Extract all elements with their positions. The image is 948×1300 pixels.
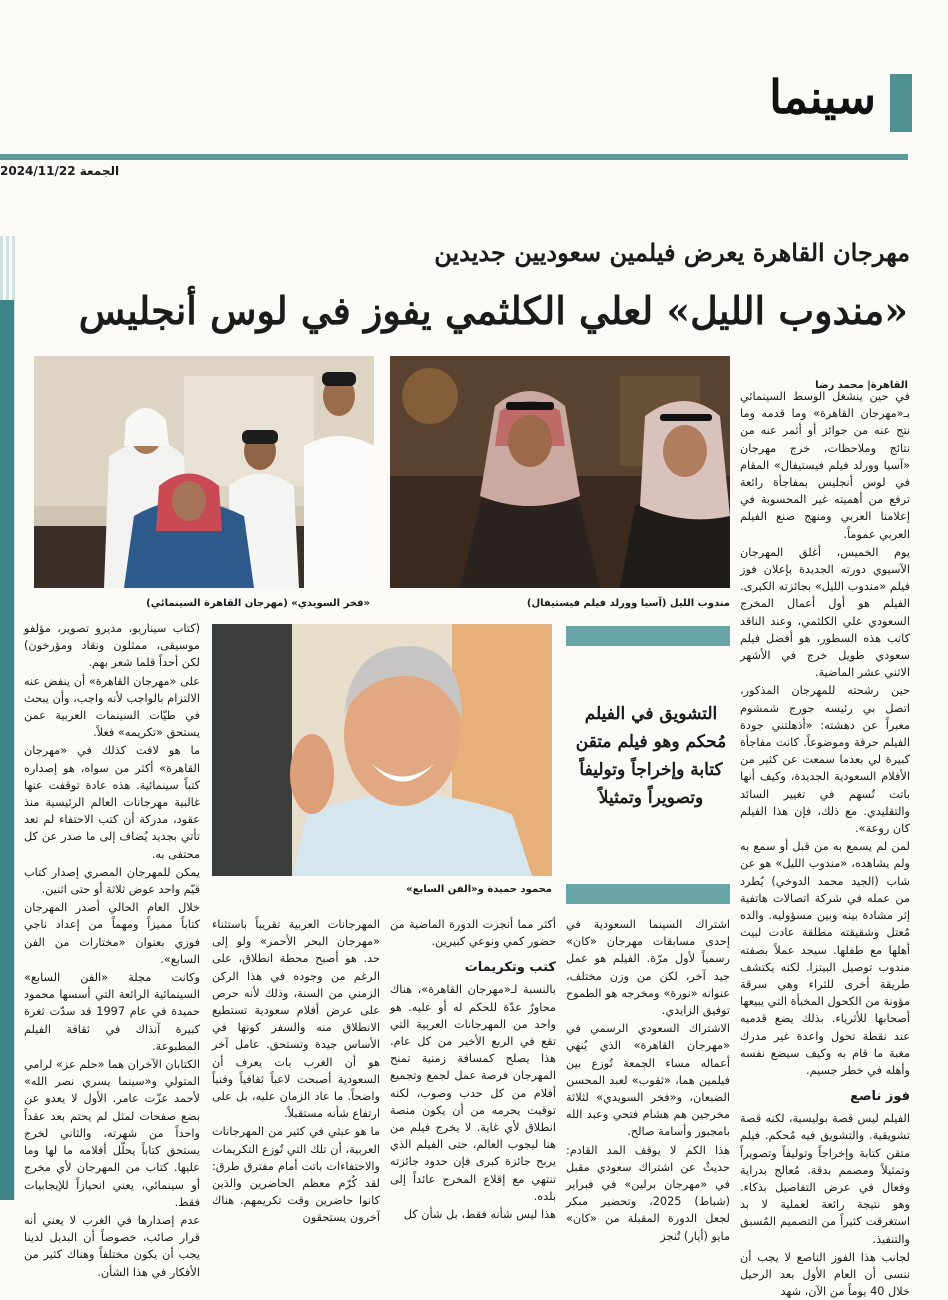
paragraph: على «مهرجان القاهرة» أن ينفض عنه الالتزام بالواجب لأنه واجب، وأن يبحث في طيّات السينمات العربية عمن يستحق «تكريمه» فعلاً. — [24, 674, 200, 740]
paragraph: حين رشحته للمهرجان المذكور، اتصل بي رئيسه جورج شمشوم معبراً عن دهشته: «أذهلتني جودة الفيلم حرفة وموضوعاً. كانت مفاجأة كبيرة لي بعدما سمعت عن كثير من الأفلام السعودية الجديدة، وكيف أنها باتت تُسهم في تغيير السائد والتقليدي. مع ذلك، فإن هذا الفيلم كان روعة». — [740, 684, 910, 836]
paragraph: لمن لم يسمع به من قبل أو سمع به ولم يشاهده، «مندوب الليل» هو عن شاب (الجيد محمد الدوخي) يُطرد من عمله في شركة اتصالات هاتفية إثر مشادة بينه وبين مسؤوليه. والده مُعتل وشقيقته مطلقة عادت لبيت أهلها مع طفلها. سيجد عملاً بصفته مندوب توصيل البيتزا. لكنه يكتشف طريقة أخرى للثراء وهي سرقة مؤونة من الكحول المخبأة التي يبيعها أصحابها للأثرياء. بذلك يضع قدميه عند نقطة تحول واعدة غير مدرك مغبة ما قام به وكيف سيضع نفسه وأهله في خطر جسيم. — [740, 840, 910, 1077]
paragraph: عدم إصدارها في الغرب لا يعني أنه قرار صائب، خصوصاً أن البديل لدينا يجب أن يكون مختلفاً وهناك كثير من الأفكار في هذا الشأن. — [24, 1213, 200, 1279]
pull-quote-bottom-band — [566, 884, 730, 904]
photo-night-courier — [390, 356, 730, 588]
photo-fakhr-alsuwaidi — [34, 356, 374, 588]
paragraph: الكتابان الآخران هما «حلم عز» لرامي المتولي و«سينما يسري نصر الله» لأحمد عزّت عامر. الأول لا يعدو عن بضع صفحات لمثل لم يحتم بعد عقداً واحداً من شهرته، والثاني لخرج يستحق كتاباً يحلّل أفلامه ما لها وما عليها. كتاب من المهرجان لأي مخرج أو سينمائي، يعني انحيازاً للإيجابيات فقط. — [24, 1058, 200, 1209]
article-column-5 — [24, 620, 200, 1279]
paragraph: في حين ينشغل الوسط السينمائي بـ«مهرجان القاهرة» وما قدمه وما نتج عنه من جوائز أو أثمر عنه من نتائج وملاحظات، خرج مهرجان «آسيا وورلد فيلم فيستيفال» المقام في لوس أنجليس بمفاجأة رائعة ترفع من أهميته غير المحسوبة في إعلامنا العربي ومنهج صنع الفيلم العربي عموماً. — [740, 390, 910, 541]
paragraph: يوم الخميس، أغلق المهرجان الآسيوي دورته الجديدة بإعلان فوز فيلم «مندوب الليل» بجائزته الكبرى. الفيلم هو أول أعمال المخرج السعودي علي الكلثمي، وعند الناقد كاتب هذه السطور، هو أفضل فيلم سعودي طويل خرج في الأشهر الاثني عشر الماضية. — [740, 545, 910, 680]
article-column-1 — [740, 388, 910, 1299]
paragraph: هذا ليس شأنه فقط، بل شأن كل — [403, 1208, 556, 1222]
article-column-2 — [566, 916, 730, 1243]
article-kicker: مهرجان القاهرة يعرض فيلمين سعوديين جديدين — [434, 238, 910, 267]
pull-quote: التشويق في الفيلم مُحكم وهو فيلم متقن كتابة وإخراجاً وتوليفاً وتصويراً وتمثيلاً — [575, 704, 727, 808]
paragraph: المهرجانات العربية تقريباً باستثناء «مهرجان البحر الأحمر» ولو إلى حد. هو أصبح محطة انطلاق، على الرغم من وجوده في هذا الركن الزمني من السنة، وذلك لأنه حرص على عرض أفلام سعودية تستطيع الانطلاق منه والسفر كونها في الأساس جيدة وتستحق. عامل آخر هو أن الغرب بات يعرف أن السعودية أصبحت لاعباً ثقافياً وفنياً واضحاً. ما عاد الزمان عليه، بل على ارتفاع شأنه مستقبلاً. — [212, 918, 380, 1121]
section-title: سينما — [769, 70, 876, 124]
header-rule — [0, 154, 908, 160]
paragraph: خلال العام الحالي أصدر المهرجان كتاباً مميزاً ومهماً من إعداد ناجي فوزي بعنوان «مختارات من الفن السابع». — [24, 901, 200, 966]
paragraph: الاشتراك السعودي الرسمي في «مهرجان القاهرة» الذي يُنهي أعماله مساء الجمعة تُوزع بين فيلمين هما، «ثقوب» لعبد المحسن الضبعان، و«فخر السويدي» لثلاثة مخرجين هم هشام فتحي وعبد الله بامجبور وأسامة صالح. — [566, 1022, 730, 1139]
pull-quote-top-band — [566, 626, 730, 646]
article-column-4 — [212, 916, 380, 1225]
subheading: فوز ناصع — [850, 1089, 910, 1105]
paragraph: أكثر مما أنجزت الدورة الماضية من حضور كمي ونوعي كبيرين. — [390, 918, 556, 949]
paragraph: (كتاب سيناريو، مديرو تصوير، مؤلفو موسيقى، ممثلون ونقاد ومؤرخون) لكن أحداً قلما شعر بهم. — [24, 622, 200, 670]
photo-mahmoud-hemida — [212, 624, 552, 876]
left-margin-bar — [0, 300, 14, 1200]
issue-date: الجمعة 2024/11/22 — [0, 164, 120, 178]
paragraph: يمكن للمهرجان المصري إصدار كتاب قيّم واحد عوض ثلاثة أو حتى اثنين. — [24, 865, 200, 897]
paragraph: اشتراك السينما السعودية في إحدى مسابقات مهرجان «كان» رسمياً لأول مرّة. الفيلم هو عمل جيد آخر، لكن من وزن مختلف، عنوانه «نورة» ومخرجه هو الطموح توفيق الزايدي. — [566, 918, 730, 1018]
paragraph: الفيلم ليس قصة بوليسية، لكنه قصة تشويقية. والتشويق فيه مُحكم. فيلم متقن كتابة وإخراجاً وتوليفاً وتصويراً وتمثيلاً ومصمم بدقة. مُعالج بدراية وفعال في عرض التفاصيل بذكاء. وهو نتيجة رائعة لعملية لا بد استغرقت كثيراً من التصميم المُسبق والتنفيذ. — [740, 1112, 910, 1246]
photo-caption-3: محمود حميدة و«الفن السابع» — [406, 884, 552, 895]
article-column-3 — [390, 916, 556, 1222]
photo-caption-1: مندوب الليل (آسيا وورلد فيلم فيستيفال) — [526, 598, 730, 609]
section-accent-bar — [890, 74, 912, 132]
subheading: كتب وتكريمات — [464, 960, 556, 976]
photo-caption-2: «فخر السويدي» (مهرجان القاهرة السينمائي) — [146, 598, 370, 609]
article-byline: القاهرة| محمد رضا — [815, 380, 908, 391]
paragraph: ما هو لافت كذلك في «مهرجان القاهرة» أكثر من سواه، هو إصداره كتباً سينمائية. هذه عادة توقفت عنها غالبية مهرجانات العالم الرئيسية منذ عقود، مدركة أن كتب الاحتفاء لم تعد تأتي بجديد يُضاف إلى ما صدر عن كل محتفى به. — [24, 744, 200, 861]
paragraph: ما هو عبثي في كثير من المهرجانات العربية، أن تلك التي تُوزع التكريمات والاحتفاءات باتت أمام مفترق طرق: لقد كُرّم معظم الحاضرين والذين كانوا حاضرين وقت تكريمهم. هناك آخرون يستحقون — [212, 1125, 380, 1225]
paragraph: وكانت مجلة «الفن السابع» السينمائية الرائعة التي أسسها محمود حميدة في عام 1997 قد سدّت ثغرة كبيرة آنذاك في ثقافة الفيلم المطبوعة. — [24, 971, 200, 1053]
article-headline: «مندوب الليل» لعلي الكلثمي يفوز في لوس أنجليس — [78, 288, 908, 333]
paragraph: هذا الكم لا يوقف المد القادم: حديثٌ عن اشتراك سعودي مقبل في «مهرجان برلين» في فبراير (شباط) 2025، وتحضير مبكر لجعل الدورة المقبلة من «كان» مايو (أيار) تُنجز — [566, 1143, 730, 1243]
paragraph: بالنسبة لـ«مهرجان القاهرة»، هناك محاورٌ عدّة للحكم له أو عليه. هو واحد من المهرجانات العربية التي تقع في الربع الأخير من كل عام. هذا يصلح كمسافة زمنية تمنح المهرجان فرصة عمل لجمع وتجميع أفلام من كل حدب وصوب، لكنه توقيت يحرمه من أن يكون منصة انطلاق لأي غاية. لا يخرج فيلم من هنا ليجوب العالم، حتى الفيلم الذي يربح جائزة كبرى فإن حدود جائزته تنتهي مع إقلاع المخرج عائداً إلى بلده. — [390, 983, 556, 1203]
paragraph: لجانب هذا الفوز الناصع لا يجب أن ننسى أن العام الأول بعد الرحيل خلال 40 يوماً من الآن، شهد — [740, 1250, 910, 1299]
